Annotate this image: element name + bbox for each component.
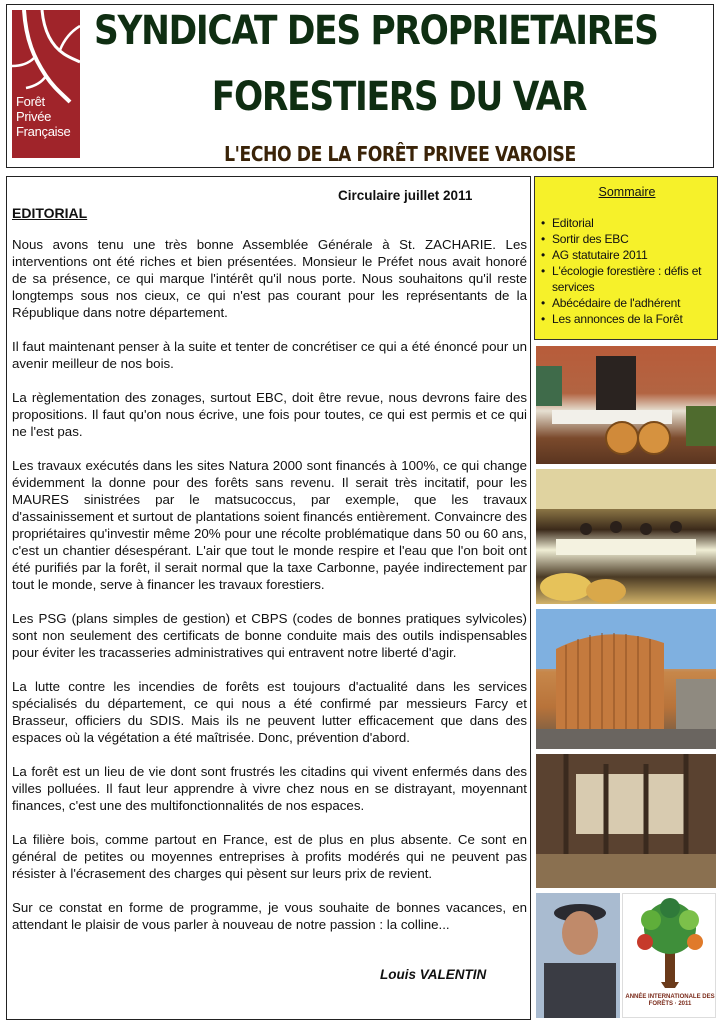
sommaire-item: • L'écologie forestière : défis et services <box>541 263 715 295</box>
photo-author-portrait <box>536 893 620 1018</box>
masthead-title-line-1: SYNDICAT DES PROPRIETAIRES <box>94 8 658 54</box>
sommaire-title: Sommaire <box>598 185 656 199</box>
international-year-of-forests-badge <box>622 893 716 1018</box>
sommaire-item: • Les annonces de la Forêt <box>541 311 715 327</box>
wooden-building-image <box>536 609 716 749</box>
paragraph: La lutte contre les incendies de forêts est toujours d'actualité dans les services spécialisés du département, ce qui nous a été confirmé par messieurs Farcy et Brasseur, officiers du SDIS. Mais ils ne peuvent lutter efficacement que dans des espaces où la végétation a été maîtrisée. Donc, prévention d'abord. <box>12 679 527 745</box>
circular-date: Circulaire juillet 2011 <box>338 188 473 203</box>
paragraph: Il faut maintenant penser à la suite et tenter de concrétiser ce qui a été énoncé pour un avenir meilleur de nos bois. <box>12 339 527 371</box>
paragraph: Les PSG (plans simples de gestion) et CBPS (codes de bonnes pratiques sylvicoles) sont non seulement des certificats de bonne conduite mais des outils indispensables pour éviter les tracasseries administratives qui entravent notre liberté d'agir. <box>12 611 527 660</box>
editorial-body <box>12 236 527 950</box>
badge-caption: ANNÉE INTERNATIONALE DES FORÊTS · 2011 <box>625 994 715 1007</box>
sommaire-item: • Editorial <box>541 215 715 231</box>
masthead-subtitle: L'ECHO DE LA FORÊT PRIVEE VAROISE <box>224 142 576 166</box>
photo-exhibition-table <box>536 346 716 464</box>
photo-timber-interior <box>536 754 716 888</box>
logo-line-3: Française <box>16 124 71 139</box>
exhibition-scene-image <box>536 346 716 464</box>
logo-line-1: Forêt <box>16 94 45 109</box>
foret-privee-francaise-logo <box>12 10 80 158</box>
paragraph: La filière bois, comme partout en France, est de plus en plus absente. Ce sont en général de petites ou moyennes entreprises à profits modérés qui ne peuvent pas résister à l'écrasement des charges qui pèsent sur leurs prix de revient. <box>12 832 527 881</box>
editorial-heading: EDITORIAL <box>12 205 88 221</box>
paragraph: Sur ce constat en forme de programme, je vous souhaite de bonnes vacances, en attendant le plaisir de vous parler à nouveau de notre passion : la colline... <box>12 900 527 932</box>
forest-tree-icon <box>623 894 716 994</box>
portrait-image <box>536 893 620 1018</box>
paragraph: Nous avons tenu une très bonne Assemblée Générale à St. ZACHARIE. Les interventions ont été riches et bien présentées. Monsieur le Préfet nous avait honoré de sa présence, ce qui marque l'intérêt qu'il nous porte. Nous souhaitons qu'il reste longtemps sous nos cieux, ce qui n'est pas courant pour les représentants de la République dans notre département. <box>12 237 527 320</box>
paragraph: La forêt est un lieu de vie dont sont frustrés les citadins qui vivent enfermés dans des villes polluées. Il faut leur apprendre à vivre chez nous en se distrayant, moyennant finances, c'est une des multifonctionnalités de nos espaces. <box>12 764 527 813</box>
sommaire-box <box>534 176 718 340</box>
timber-interior-image <box>536 754 716 888</box>
logo-line-2: Privée <box>16 109 52 124</box>
sommaire-list <box>541 215 715 327</box>
paragraph: La règlementation des zonages, surtout EBC, doit être revue, nous devrons faire des propositions. Il faut qu'on nous écrive, une fois pour toutes, ce qui est permis et ce qui ne l'est pas. <box>12 390 527 439</box>
masthead-title-line-2: FORESTIERS DU VAR <box>211 74 587 120</box>
paragraph: Les travaux exécutés dans les sites Natura 2000 sont financés à 100%, ce qui change évidemment la donne pour des forêts sans revenu. Il serait très incitatif, pour les MAURES sinistrées par le matsucoccus, par exemple, que les travaux d'assainissement et surtout de plantations soient financés entièrement. Convaincre des propriétaires qu'investir même 20% pour une récolte problématique dans 50 ou 60 ans, c'est un chantier désespérant. L'air que tout le monde respire et l'eau que l'on boit ont été purifiés par la forêt, il serait normal que la taxe Carbonne, payée indirectement par tout le monde, serve à financer les travaux forestiers. <box>12 458 527 592</box>
signature: Louis VALENTIN <box>380 967 487 982</box>
sommaire-item: • Sortir des EBC <box>541 231 715 247</box>
sommaire-item: • AG statutaire 2011 <box>541 247 715 263</box>
sommaire-item: • Abécédaire de l'adhérent <box>541 295 715 311</box>
photo-wooden-rotunda <box>536 609 716 749</box>
photo-assembly-meeting <box>536 469 716 604</box>
meeting-scene-image <box>536 469 716 604</box>
